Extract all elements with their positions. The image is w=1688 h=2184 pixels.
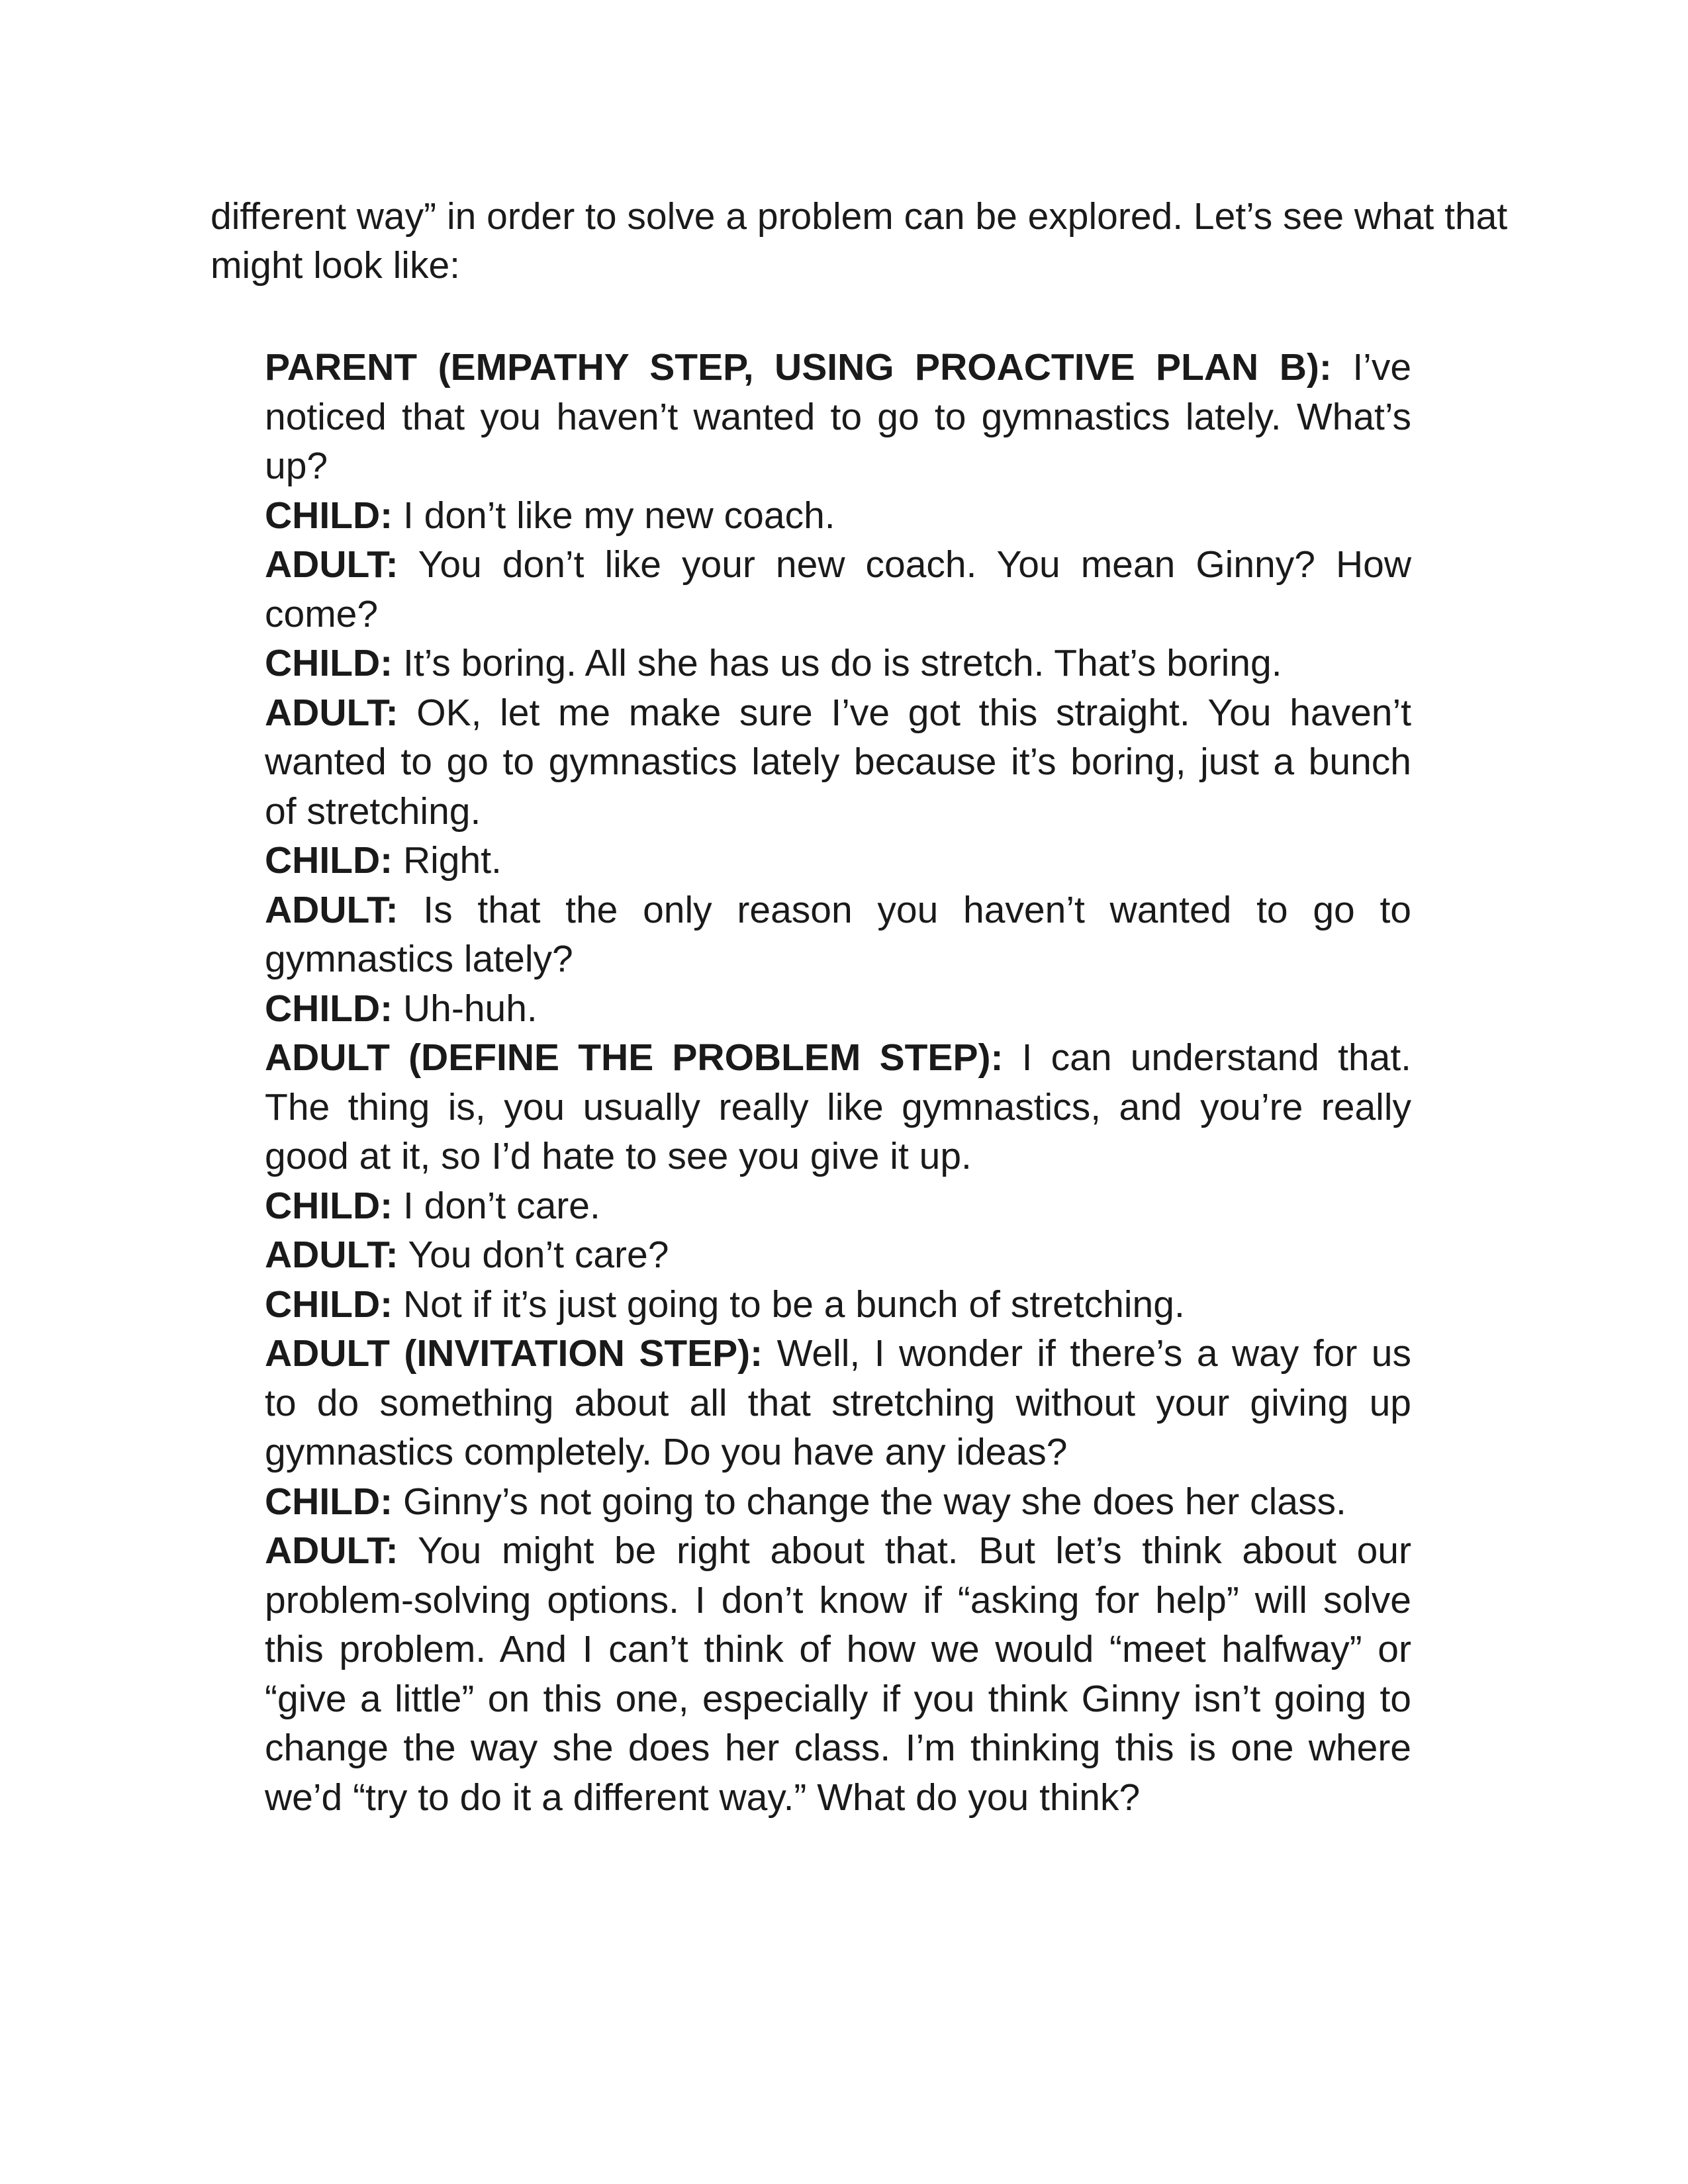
speaker-label: CHILD: <box>265 839 393 882</box>
speaker-label: ADULT: <box>265 1234 399 1276</box>
dialogue-text: I’ve noticed that you haven’t wanted to go to gymnastics lately. What’s up? <box>265 346 1412 487</box>
dialogue-turn <box>265 1280 1411 1330</box>
dialogue-text: You don’t care? <box>408 1234 669 1276</box>
dialogue-turn <box>265 984 1411 1034</box>
speaker-label: CHILD: <box>265 987 393 1030</box>
speaker-label: ADULT: <box>265 1529 399 1572</box>
speaker-label: ADULT: <box>265 691 399 734</box>
dialogue-text: Ginny’s not going to change the way she does her class. <box>402 1480 1346 1523</box>
speaker-label: PARENT (EMPATHY STEP, USING PROACTIVE PLAN B): <box>265 346 1332 388</box>
dialogue-text: Is that the only reason you haven’t wanted to go to gymnastics lately? <box>265 888 1411 980</box>
dialogue-transcript <box>265 343 1411 1822</box>
dialogue-turn <box>265 1526 1411 1822</box>
dialogue-turn <box>265 540 1411 639</box>
dialogue-text: I don’t like my new coach. <box>402 494 835 537</box>
speaker-label: CHILD: <box>265 1184 393 1227</box>
dialogue-text: Well, I wonder if there’s a way for us to do something about all that stretching without your giving up gymnastics completely. Do you have any ideas? <box>265 1332 1411 1473</box>
intro-paragraph: different way” in order to solve a problem can be explored. Let’s see what that might look like: <box>211 195 1508 287</box>
speaker-label: CHILD: <box>265 1480 393 1523</box>
speaker-label: CHILD: <box>265 494 393 537</box>
dialogue-text: I don’t care. <box>402 1184 600 1227</box>
dialogue-turn <box>265 343 1411 491</box>
dialogue-turn <box>265 1181 1411 1231</box>
speaker-label: CHILD: <box>265 642 393 684</box>
speaker-label: ADULT: <box>265 543 399 586</box>
dialogue-text: Uh-huh. <box>402 987 538 1030</box>
dialogue-text: I can understand that. The thing is, you usually really like gymnastics, and you’re really good at it, so I’d hate to see you give it up. <box>265 1036 1411 1177</box>
dialogue-turn <box>265 1033 1411 1181</box>
dialogue-text: Right. <box>402 839 502 882</box>
dialogue-turn <box>265 1477 1411 1527</box>
speaker-label: ADULT (INVITATION STEP): <box>265 1332 763 1375</box>
dialogue-turn <box>265 836 1411 886</box>
dialogue-text: It’s boring. All she has us do is stretch. That’s boring. <box>402 642 1282 684</box>
dialogue-turn <box>265 491 1411 541</box>
dialogue-text: You don’t like your new coach. You mean Ginny? How come? <box>265 543 1411 635</box>
dialogue-text: OK, let me make sure I’ve got this straight. You haven’t wanted to go to gymnastics lately because it’s boring, just a bunch of stretching. <box>265 691 1412 833</box>
dialogue-turn <box>265 886 1411 984</box>
speaker-label: CHILD: <box>265 1283 393 1326</box>
speaker-label: ADULT: <box>265 888 399 931</box>
dialogue-turn <box>265 1329 1411 1477</box>
speaker-label: ADULT (DEFINE THE PROBLEM STEP): <box>265 1036 1004 1079</box>
dialogue-turn <box>265 688 1411 837</box>
dialogue-text: Not if it’s just going to be a bunch of stretching. <box>402 1283 1185 1326</box>
dialogue-turn <box>265 1230 1411 1280</box>
dialogue-turn <box>265 639 1411 688</box>
dialogue-text: You might be right about that. But let’s think about our problem-solving options. I don’t know if “asking for help” will solve this problem. And I can’t think of how we would “meet halfway” or “give a little” on this one, especially if you think Ginny isn’t going to change the way she does her class. I’m thinking this is one where we’d “try to do it a different way.” What do you think? <box>265 1529 1411 1819</box>
